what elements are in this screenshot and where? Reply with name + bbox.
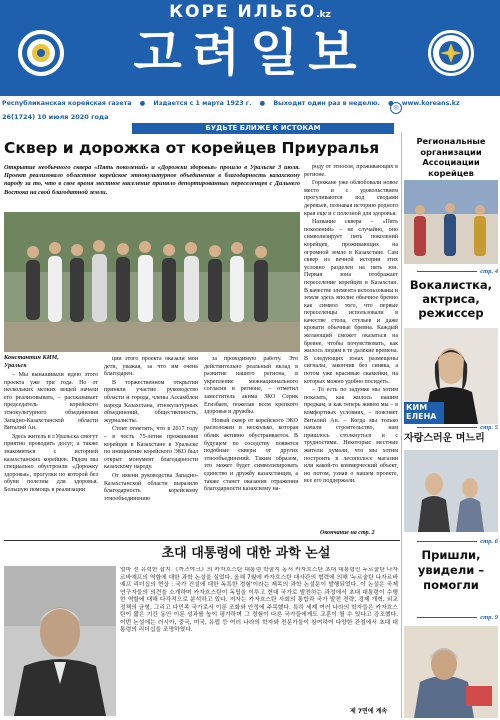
masthead-korean-title: 고려일보 (133, 24, 367, 82)
paragraph: Название сквера – «Пять поколений» – не случайно, оно символизирует пять поколений корейцев, проживающих на огромной земле в Казахстане. Сам сквер из вечной истории этих условно разделен на пять зон. Первая зона отображает переселение корейцев в Казахстан. В качестве элемента использованы и земля здесь вполне обычное бревно как символ того, что первые переселенцы использовали в качестве стола, стульев и даже кровати обычные бревна. Каждый желающий сможет оказаться на бревне, чтобы почувствовать, как жилось людям в те далекие времена. В следующих зонах размещены сигналы, закончив без синяка, а потом уже красивые скамейки, на которых можно удобно посидеть. (304, 219, 398, 385)
page-reference[interactable] (404, 538, 498, 545)
info-item: Издается с 1 марта 1923 г. (153, 100, 252, 107)
info-bar: Республиканская корейская газета ● Издается с 1 марта 1923 г. ● Выходит один раз в неделю. ● www.koreans.kz (2, 100, 460, 107)
group-photo (4, 212, 300, 352)
page-reference[interactable] (404, 424, 498, 431)
paragraph: Новый сквер от корейского ЭКО расположен в несколько, которая облик активно обустраивается. В будущем по соседству появятся подобные скверы от других этнообъединений. Таким образом, это может будет символизировать единство и дружбу казахстанцев, а также станет оказания отражения благодарности казахскому на- (204, 417, 298, 493)
paragraph: за проводимую работу. Это действительно реальный вклад в развитие нашего региона, в укрепление межнационального согласия в регионе, – отметил заместитель акима ЗКО Серик Егизбаев, пожелав всем крепкого здоровья и дружбы. (204, 356, 298, 416)
sidebar-photo-vocalist (404, 328, 498, 424)
section-divider (4, 540, 400, 541)
masthead-top-suffix: .kz (316, 10, 331, 20)
sidebar-title[interactable]: Региональные организации Ассоциации корейцев (416, 136, 486, 178)
paragraph: – То есть по задумке мы хотим показать, как жилось нашим предкам, и как теперь живем мы – в комфортных условиях, – поясняет Виталий Ан. – Когда мы только начали строительство, нам пришлось столкнуться и с трудностями. Некоторые местные жители думали, что мы хотим построить в лесополосе магазин или какой-то коммерческий объект, но потом, узнав о нашем проекте, все его поддержали. (304, 387, 398, 485)
page-reference[interactable] (404, 268, 498, 275)
paragraph: Горожане уже облюбовали новое место и с удовольствием прогуливаются под сводами деревьев, познавая историю родного края еще и с полезной для здоровья. (304, 180, 398, 217)
slogan-bar: БУДЬТЕ БЛИЖЕ К ИСТОКАМ (132, 123, 394, 134)
masthead-top-title (0, 2, 500, 22)
paragraph: роду от этносов, проживающих в регионе. (304, 164, 398, 178)
sidebar-headline-korean[interactable]: 자랑스러운 며느리 (404, 433, 485, 444)
page-reference-label: стр. 9 (480, 614, 498, 621)
article-column-4 (304, 164, 398, 528)
main-lead: Открытие необычного сквера «Пять поколений» и «Дорожки здоровья» прошло в Уральске 3 июля. Проект реализовало областное корейское этнокультурное объединение в благодарность казахскому народу за то, что в свое время местное население приняло депортированных переселенцев с Дальнего Востока на свой благодатной земли. (4, 164, 300, 196)
paragraph: – Мы вынашивали идею этого проекта уже три года. Но от нескольких мелких вещей начали его реализовывать, – рассказывает председатель корейского этнокультурного объединения Западно-Казахстанской области Виталий Ан. (4, 372, 98, 432)
name-tag: КИМ ЕЛЕНА (406, 403, 437, 421)
article-column-1 (4, 372, 98, 536)
info-item-website[interactable]: www.koreans.kz (401, 100, 460, 107)
korean-continued-note[interactable]: 제 7면에 계속 (350, 708, 388, 715)
association-emblem-icon (428, 30, 474, 76)
sidebar-photo-organizations (404, 180, 498, 264)
paragraph: Стоит отметить, что в 2017 году – в честь 75-летия проживания корейцев в Казахстане в Уральске по инициативе корейского ЭКО был открыт монумент благодарности казахскому народу. (104, 426, 198, 471)
info-item: Выходит один раз в неделю. (273, 100, 380, 107)
page-reference-label: стр. 4 (480, 268, 498, 275)
page-marker-icon: ◎ (390, 102, 402, 114)
paragraph: В торжественном открытии приняли участие руководство области и города, члены Ассамблеи народа Казахстана, этнокультурных объединений, общественность, журналисты. (104, 379, 198, 424)
masthead (0, 0, 500, 96)
main-headline: Сквер и дорожка от корейцев Приуралья (4, 139, 380, 157)
sidebar-photo-family (404, 450, 498, 532)
photo-caption: Константин КИМ, Уральск (4, 354, 59, 369)
article-column-3 (204, 356, 298, 536)
president-photo (4, 566, 116, 716)
sidebar-headline-helped[interactable]: Пришли, увидели – помогли (417, 548, 485, 592)
continued-note[interactable]: Окончание на стр. 2 (320, 530, 375, 536)
paragraph: Здесь житель в г.Уральска смогут приятно проводить досуг, а также знакомиться с историей казахстанских корейцев. Рядом мы специально обустроили «Дорожку здоровья», прогулки по которой без обуви полезны для здоровья. Большую помощь в реализации (4, 433, 98, 493)
paragraph: ции этого проекта оказали мои дети, уважая, за что им очень благодарен. (104, 356, 198, 378)
article-column-2 (104, 356, 198, 536)
info-item: Республиканская корейская газета (2, 100, 132, 107)
paragraph: От имени руководства Западно-Казахстанской области выразило благодарность корейскому этнообъединению (104, 472, 198, 502)
issue-number: 26(1724) 10 июля 2020 года (2, 113, 109, 121)
state-emblem-icon (18, 30, 64, 76)
korean-article-text: 얼마 전 유력한 잡지 《까즈야크》의 카자흐스탄 대통령 학술지 동서 카자흐스탄 초대 대통령인 누르술탄 나자르바예프의 역할에 대한 과학 논설을 실었다. 올해 7월에 카자흐스탄 대사관의 협력에 의해 '누르술탄 나자르바예프 리더십의 현상 : 국가 건설에 대한 독특한 경험'이라는 제목의 과학 논설문이 발행되었다. 이 논설은 국제 연구자들의 의견을 소개하며 카자흐스탄이 독립을 이루고 현대 국가로 발전하는 과정에서 초대 대통령이 수행한 역할에 대해 다각적으로 분석하고 있다. 저자는 카자흐스탄 사회의 통합과 국가 발전 전략, 경제 개혁, 외교 정책의 균형, 그리고 다민족 국가로서 이룬 조화와 안정에 주목했다. 특히 세계 여러 나라의 학자들은 카자흐스탄이 짧은 기간 동안 이룬 성과를 높이 평가하며 그 경험이 다른 국가들에게도 교훈이 될 수 있다고 강조했다. 이번 논설에는 러시아, 중국, 미국, 유럽 등 여러 나라의 학자와 전문가들이 참여하여 다양한 관점에서 초대 대통령의 리더십을 조명하였다. (120, 567, 398, 633)
page-reference-label: стр. 6 (480, 538, 498, 545)
sidebar-photo-elderly (404, 626, 498, 718)
page-reference[interactable] (404, 614, 498, 621)
sidebar-headline-vocalist[interactable]: Вокалистка, актриса, режиссер (409, 278, 493, 320)
page-reference-label: стр. 5 (480, 424, 498, 431)
korean-headline: 초대 대통령에 대한 과학 논설 (161, 546, 331, 561)
masthead-top-text: КОРЕ ИЛЬБО (169, 2, 317, 22)
column-divider (401, 132, 402, 718)
